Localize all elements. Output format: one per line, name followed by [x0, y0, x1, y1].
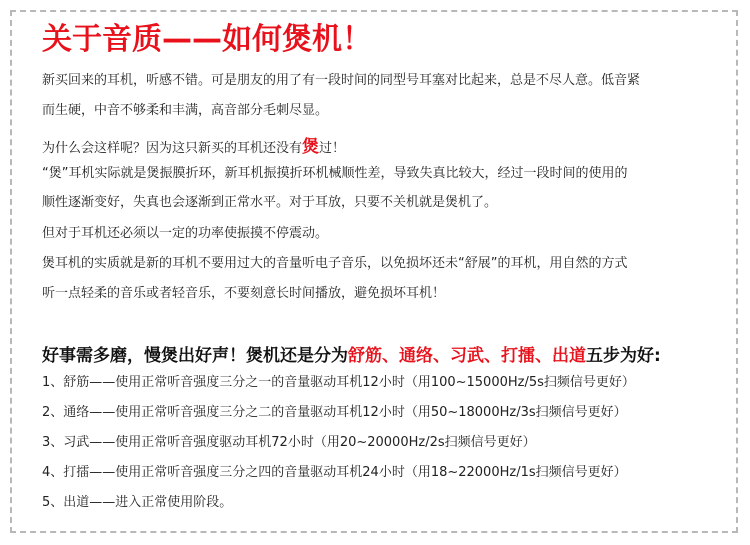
- why-text-before: 为什么会这样呢？因为这只新买的耳机还没有: [42, 141, 303, 156]
- intro-line-2: 而生硬，中音不够柔和丰满，高音部分毛刺尽显。: [42, 103, 329, 118]
- stage-name-2: 通络: [399, 346, 433, 366]
- stage-name-4: 打擂: [501, 346, 535, 366]
- step-item-3: 3、习武——使用正常听音强度驱动耳机72小时（用20~20000Hz/2s扫频信号更好）: [42, 435, 536, 450]
- stage-name-1: 舒筋: [348, 346, 382, 366]
- step-item-5: 5、出道——进入正常使用阶段。: [42, 495, 233, 510]
- stage-separator: 、: [535, 346, 552, 366]
- step-item-4: 4、打擂——使用正常听音强度三分之四的音量驱动耳机24小时（用18~22000Hz/1s扫频信号更好）: [42, 465, 627, 480]
- stage-name-5: 出道: [552, 346, 586, 366]
- explain-line-3: 但对于耳机还必须以一定的功率使振摸不停震动。: [42, 226, 329, 241]
- stage-name-3: 习武: [450, 346, 484, 366]
- why-highlight: 煲: [302, 137, 320, 157]
- stage-separator: 、: [433, 346, 450, 366]
- page-title: 关于音质——如何煲机！: [42, 22, 372, 57]
- stage-separator: 、: [382, 346, 399, 366]
- explain-line-4: 煲耳机的实质就是新的耳机不要用过大的音量听电子音乐，以免损坏还未“舒展”的耳机，用自然的方式: [42, 256, 628, 271]
- why-text-after: 过！: [319, 141, 346, 156]
- step-item-1: 1、舒筋——使用正常听音强度三分之一的音量驱动耳机12小时（用100~15000Hz/5s扫频信号更好）: [42, 375, 635, 390]
- heading-text-before: 好事需多磨，慢煲出好声！煲机还是分为: [42, 346, 348, 366]
- explain-line-5: 听一点轻柔的音乐或者轻音乐，不要刻意长时间播放，避免损坏耳机！: [42, 286, 446, 301]
- why-line: [42, 134, 345, 162]
- steps-heading: [42, 342, 661, 370]
- intro-line-1: 新买回来的耳机，听感不错。可是朋友的用了有一段时间的同型号耳塞对比起来，总是不尽人意。低音紧: [42, 73, 641, 88]
- explain-line-2: 顺性逐渐变好，失真也会逐渐到正常水平。对于耳放，只要不关机就是煲机了。: [42, 195, 498, 210]
- heading-text-after: 五步为好:: [586, 346, 661, 366]
- stage-separator: 、: [484, 346, 501, 366]
- step-item-2: 2、通络——使用正常听音强度三分之二的音量驱动耳机12小时（用50~18000Hz/3s扫频信号更好）: [42, 405, 627, 420]
- explain-line-1: “煲”耳机实际就是煲振膜折环，新耳机振摸折环机械顺性差，导致失真比较大，经过一段时间的使用的: [42, 166, 628, 181]
